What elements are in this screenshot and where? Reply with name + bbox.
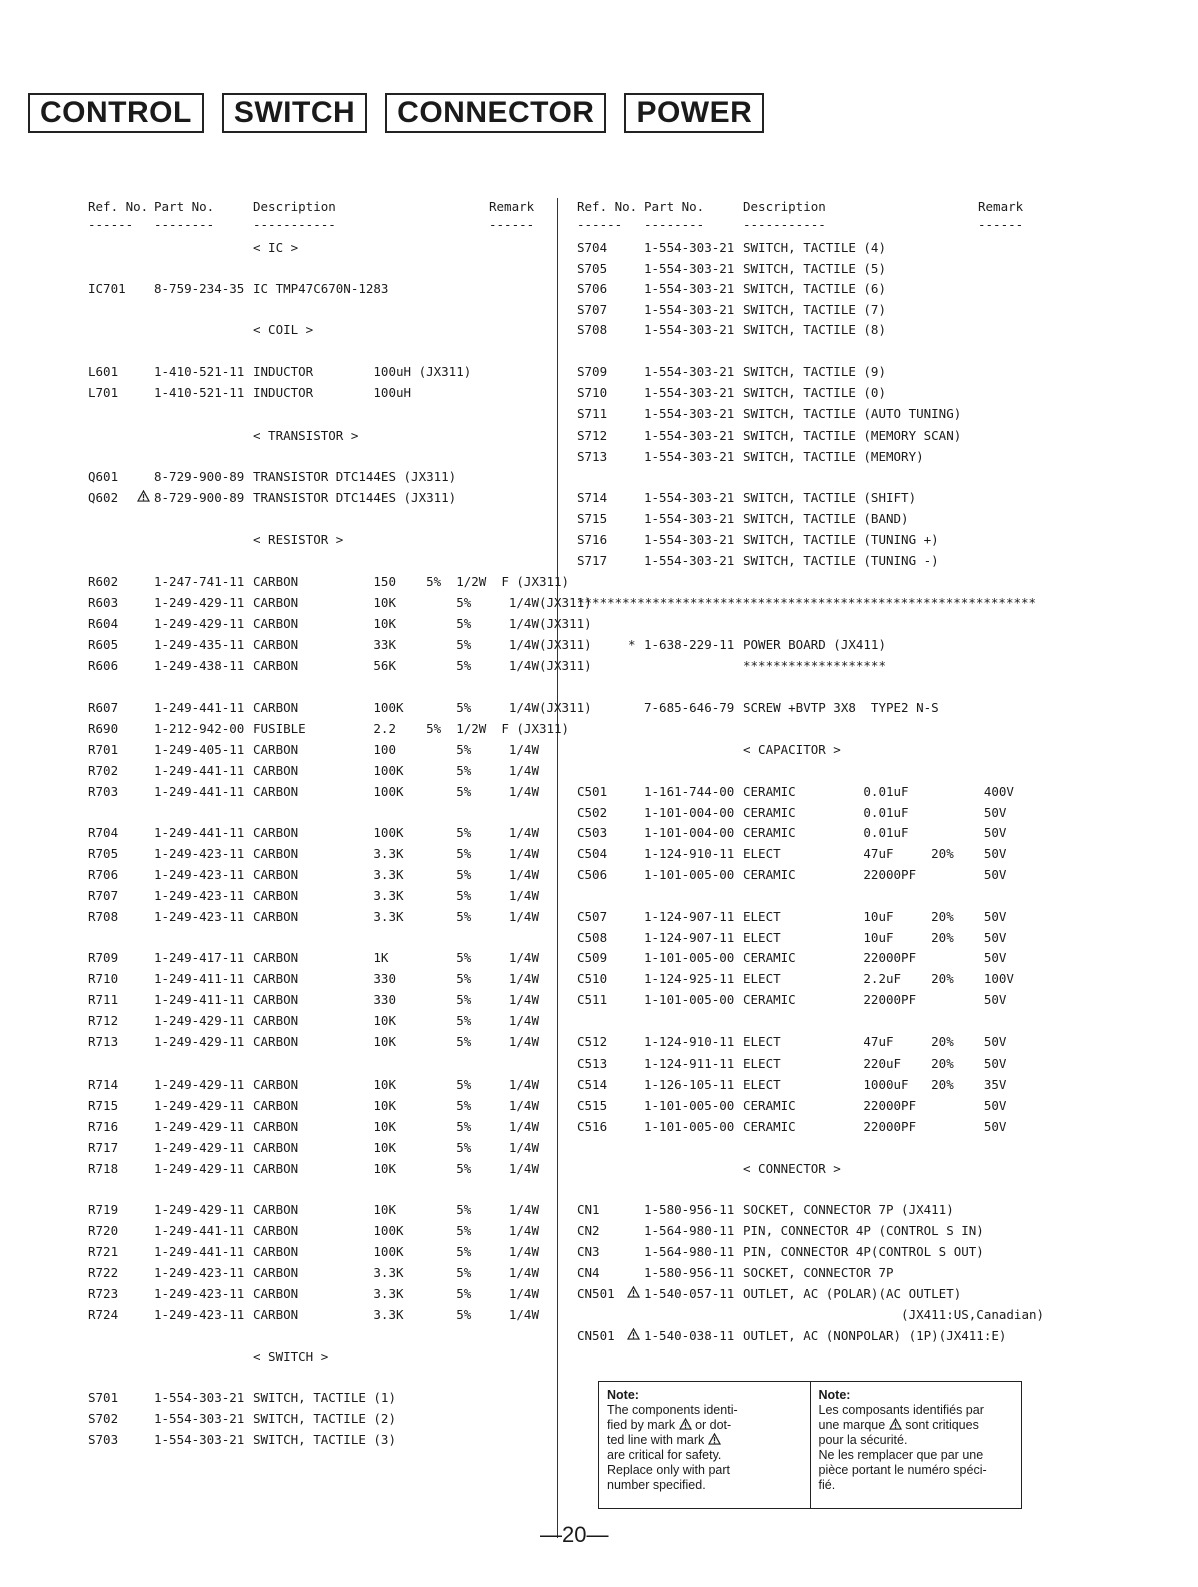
section-heading: < TRANSISTOR > bbox=[253, 428, 359, 443]
part-number: 1-124-911-11 bbox=[644, 1056, 735, 1071]
part-description: CARBON 3.3K 5% 1/4W bbox=[253, 888, 539, 903]
part-number: 1-249-423-11 bbox=[154, 1307, 245, 1322]
part-number: 1-638-229-11 bbox=[644, 637, 735, 652]
part-number: 1-554-303-21 bbox=[644, 261, 735, 276]
ref-number: R705 bbox=[88, 846, 119, 861]
left-header-ref: Ref. No. bbox=[88, 199, 149, 214]
left-header-desc: Description bbox=[253, 199, 336, 214]
ref-number: R711 bbox=[88, 992, 119, 1007]
note-french bbox=[810, 1382, 1022, 1508]
warning-triangle-icon bbox=[889, 1418, 902, 1430]
ref-number: S703 bbox=[88, 1432, 119, 1447]
ref-number: C513 bbox=[577, 1056, 608, 1071]
part-number: 1-540-057-11 bbox=[644, 1286, 735, 1301]
part-description: SWITCH, TACTILE (BAND) bbox=[743, 511, 909, 526]
part-description: OUTLET, AC (POLAR)(AC OUTLET) bbox=[743, 1286, 962, 1301]
ref-number: C508 bbox=[577, 930, 608, 945]
part-number: 1-101-005-00 bbox=[644, 950, 735, 965]
ref-number: S716 bbox=[577, 532, 608, 547]
ref-number: S713 bbox=[577, 449, 608, 464]
note-english-line bbox=[607, 1418, 802, 1433]
part-number: 1-124-910-11 bbox=[644, 846, 735, 861]
ref-number: R707 bbox=[88, 888, 119, 903]
part-description: CARBON 10K 5% 1/4W bbox=[253, 1098, 539, 1113]
part-number: 1-554-303-21 bbox=[644, 302, 735, 317]
part-number: 1-554-303-21 bbox=[644, 553, 735, 568]
part-number: 1-249-417-11 bbox=[154, 950, 245, 965]
part-description: CARBON 10K 5% 1/4W bbox=[253, 1077, 539, 1092]
part-number: 1-249-429-11 bbox=[154, 1013, 245, 1028]
part-number: 1-249-423-11 bbox=[154, 909, 245, 924]
part-description: CARBON 3.3K 5% 1/4W bbox=[253, 1265, 539, 1280]
part-description: ELECT 1000uF 20% 35V bbox=[743, 1077, 1007, 1092]
ref-number: L601 bbox=[88, 364, 119, 379]
part-description: ELECT 220uF 20% 50V bbox=[743, 1056, 1007, 1071]
part-description: SWITCH, TACTILE (0) bbox=[743, 385, 886, 400]
ref-number: CN3 bbox=[577, 1244, 600, 1259]
tab-power: POWER bbox=[624, 93, 764, 133]
ref-number: S715 bbox=[577, 511, 608, 526]
part-number: 1-249-441-11 bbox=[154, 825, 245, 840]
part-description: SWITCH, TACTILE (MEMORY SCAN) bbox=[743, 428, 962, 443]
ref-number: R723 bbox=[88, 1286, 119, 1301]
ref-number: S714 bbox=[577, 490, 608, 505]
note-text: ted line with mark bbox=[607, 1433, 705, 1447]
part-description: CERAMIC 22000PF 50V bbox=[743, 1098, 1007, 1113]
ref-number: R603 bbox=[88, 595, 119, 610]
right-header-ref: Ref. No. bbox=[577, 199, 638, 214]
right-header-dash-part: -------- bbox=[644, 217, 705, 232]
part-number: 8-729-900-89 bbox=[154, 490, 245, 505]
part-number: 1-564-980-11 bbox=[644, 1244, 735, 1259]
part-number: 1-249-429-11 bbox=[154, 595, 245, 610]
part-number: 1-249-441-11 bbox=[154, 1223, 245, 1238]
section-heading: < RESISTOR > bbox=[253, 532, 344, 547]
part-number: 1-564-980-11 bbox=[644, 1223, 735, 1238]
ref-number: C503 bbox=[577, 825, 608, 840]
part-number: 1-249-405-11 bbox=[154, 742, 245, 757]
part-description: CERAMIC 0.01uF 50V bbox=[743, 825, 1007, 840]
part-description: CARBON 10K 5% 1/4W bbox=[253, 1013, 539, 1028]
part-description: TRANSISTOR DTC144ES (JX311) bbox=[253, 490, 457, 505]
part-number: 1-554-303-21 bbox=[644, 511, 735, 526]
tab-connector: CONNECTOR bbox=[385, 93, 606, 133]
ref-number: CN501 bbox=[577, 1286, 615, 1301]
part-number: 1-554-303-21 bbox=[644, 281, 735, 296]
part-number: 1-101-005-00 bbox=[644, 867, 735, 882]
ref-number: R703 bbox=[88, 784, 119, 799]
ref-number: CN2 bbox=[577, 1223, 600, 1238]
warning-triangle-icon bbox=[708, 1433, 721, 1445]
ref-number: R710 bbox=[88, 971, 119, 986]
part-description: CARBON 10K 5% 1/4W bbox=[253, 1140, 539, 1155]
right-header-dash-ref: ------ bbox=[577, 217, 623, 232]
ref-number: R605 bbox=[88, 637, 119, 652]
ref-number: R712 bbox=[88, 1013, 119, 1028]
ref-number: S717 bbox=[577, 553, 608, 568]
part-description: CARBON 100K 5% 1/4W bbox=[253, 784, 539, 799]
part-number: 1-249-429-11 bbox=[154, 1119, 245, 1134]
part-number: 1-249-438-11 bbox=[154, 658, 245, 673]
tab-control: CONTROL bbox=[28, 93, 204, 133]
section-heading: < SWITCH > bbox=[253, 1349, 329, 1364]
ref-number: IC701 bbox=[88, 281, 126, 296]
part-description: ******************* bbox=[743, 658, 886, 673]
safety-note-box bbox=[598, 1381, 1022, 1509]
ref-number: R690 bbox=[88, 721, 119, 736]
part-number: 1-249-429-11 bbox=[154, 1140, 245, 1155]
note-french-line: fié. bbox=[818, 1478, 836, 1492]
part-description: CERAMIC 0.01uF 50V bbox=[743, 805, 1007, 820]
part-description: SOCKET, CONNECTOR 7P (JX411) bbox=[743, 1202, 954, 1217]
ref-number: R709 bbox=[88, 950, 119, 965]
part-description: CARBON 56K 5% 1/4W(JX311) bbox=[253, 658, 592, 673]
part-description: CARBON 10K 5% 1/4W bbox=[253, 1161, 539, 1176]
part-description: ELECT 47uF 20% 50V bbox=[743, 1034, 1007, 1049]
ref-number: C514 bbox=[577, 1077, 608, 1092]
part-number: 1-554-303-21 bbox=[644, 449, 735, 464]
ref-number: R724 bbox=[88, 1307, 119, 1322]
part-number: 1-126-105-11 bbox=[644, 1077, 735, 1092]
warning-triangle-icon bbox=[627, 1328, 640, 1340]
part-description: SWITCH, TACTILE (TUNING -) bbox=[743, 553, 939, 568]
part-description: CARBON 100K 5% 1/4W bbox=[253, 825, 539, 840]
part-description: ELECT 47uF 20% 50V bbox=[743, 846, 1007, 861]
note-french-line bbox=[819, 1418, 1014, 1433]
part-number: 1-249-423-11 bbox=[154, 1286, 245, 1301]
part-number: 1-249-429-11 bbox=[154, 616, 245, 631]
note-text: sont critiques bbox=[905, 1418, 979, 1432]
ref-number: S707 bbox=[577, 302, 608, 317]
ref-number: S712 bbox=[577, 428, 608, 443]
ref-number: R607 bbox=[88, 700, 119, 715]
ref-number: R713 bbox=[88, 1034, 119, 1049]
part-description: CERAMIC 22000PF 50V bbox=[743, 992, 1007, 1007]
warning-triangle-icon bbox=[627, 1286, 640, 1298]
part-description: CARBON 100K 5% 1/4W bbox=[253, 1244, 539, 1259]
part-number: 1-249-429-11 bbox=[154, 1202, 245, 1217]
part-number: 1-212-942-00 bbox=[154, 721, 245, 736]
part-description: CARBON 10K 5% 1/4W bbox=[253, 1119, 539, 1134]
part-number: 1-580-956-11 bbox=[644, 1265, 735, 1280]
section-heading: < CAPACITOR > bbox=[743, 742, 841, 757]
part-number: 1-249-429-11 bbox=[154, 1161, 245, 1176]
ref-number: S701 bbox=[88, 1390, 119, 1405]
part-number: 1-249-411-11 bbox=[154, 971, 245, 986]
note-english-line: number specified. bbox=[607, 1478, 706, 1492]
ref-number: S706 bbox=[577, 281, 608, 296]
part-number: 1-249-423-11 bbox=[154, 1265, 245, 1280]
part-number: 1-554-303-21 bbox=[644, 240, 735, 255]
left-header-dash-part: -------- bbox=[154, 217, 215, 232]
section-heading: < COIL > bbox=[253, 322, 314, 337]
part-description: CARBON 150 5% 1/2W F (JX311) bbox=[253, 574, 570, 589]
part-number: 1-249-441-11 bbox=[154, 763, 245, 778]
part-description: CARBON 33K 5% 1/4W(JX311) bbox=[253, 637, 592, 652]
part-number: 1-101-004-00 bbox=[644, 805, 735, 820]
ref-number: R706 bbox=[88, 867, 119, 882]
part-description: (JX411:US,Canadian) bbox=[743, 1307, 1045, 1322]
part-description: SWITCH, TACTILE (SHIFT) bbox=[743, 490, 917, 505]
star-marker: * bbox=[628, 637, 636, 652]
column-divider bbox=[557, 198, 558, 1538]
part-description: CERAMIC 0.01uF 400V bbox=[743, 784, 1014, 799]
note-text: fied by mark bbox=[607, 1418, 676, 1432]
ref-number: R719 bbox=[88, 1202, 119, 1217]
ref-number: C509 bbox=[577, 950, 608, 965]
part-description: CARBON 100 5% 1/4W bbox=[253, 742, 539, 757]
ref-number: R715 bbox=[88, 1098, 119, 1113]
part-number: 1-554-303-21 bbox=[644, 364, 735, 379]
page-number: —20— bbox=[540, 1522, 609, 1547]
ref-number: C502 bbox=[577, 805, 608, 820]
part-description: SWITCH, TACTILE (AUTO TUNING) bbox=[743, 406, 962, 421]
part-number: 1-249-441-11 bbox=[154, 1244, 245, 1259]
part-description: IC TMP47C670N-1283 bbox=[253, 281, 389, 296]
part-description: CARBON 3.3K 5% 1/4W bbox=[253, 846, 539, 861]
ref-number: Q601 bbox=[88, 469, 119, 484]
ref-number: CN1 bbox=[577, 1202, 600, 1217]
ref-number: C511 bbox=[577, 992, 608, 1007]
note-english-title: Note: bbox=[607, 1388, 639, 1402]
part-number: 1-554-303-21 bbox=[154, 1432, 245, 1447]
part-description: CARBON 330 5% 1/4W bbox=[253, 992, 539, 1007]
part-number: 1-247-741-11 bbox=[154, 574, 245, 589]
left-header-dash-desc: ----------- bbox=[253, 217, 336, 232]
left-header-dash-remark: ------ bbox=[489, 217, 535, 232]
warning-triangle-icon bbox=[679, 1418, 692, 1430]
ref-number: C504 bbox=[577, 846, 608, 861]
ref-number: S711 bbox=[577, 406, 608, 421]
part-number: 1-249-429-11 bbox=[154, 1034, 245, 1049]
ref-number: L701 bbox=[88, 385, 119, 400]
part-description: SWITCH, TACTILE (1) bbox=[253, 1390, 396, 1405]
note-english-line: Replace only with part bbox=[607, 1463, 730, 1477]
part-description: CARBON 1K 5% 1/4W bbox=[253, 950, 539, 965]
ref-number: R606 bbox=[88, 658, 119, 673]
note-english-line: The components identi- bbox=[607, 1403, 738, 1417]
part-number: 1-249-423-11 bbox=[154, 867, 245, 882]
part-description: PIN, CONNECTOR 4P (CONTROL S IN) bbox=[743, 1223, 984, 1238]
part-description: SWITCH, TACTILE (2) bbox=[253, 1411, 396, 1426]
ref-number: CN4 bbox=[577, 1265, 600, 1280]
note-french-title: Note: bbox=[818, 1388, 851, 1402]
ref-number: R602 bbox=[88, 574, 119, 589]
part-number: 1-249-429-11 bbox=[154, 1098, 245, 1113]
ref-number: R701 bbox=[88, 742, 119, 757]
part-number: 1-161-744-00 bbox=[644, 784, 735, 799]
ref-number: S710 bbox=[577, 385, 608, 400]
part-description: TRANSISTOR DTC144ES (JX311) bbox=[253, 469, 457, 484]
note-text: or dot- bbox=[695, 1418, 732, 1432]
ref-number: CN501 bbox=[577, 1328, 615, 1343]
part-number: 1-124-910-11 bbox=[644, 1034, 735, 1049]
part-description: CARBON 100K 5% 1/4W bbox=[253, 1223, 539, 1238]
part-number: 1-554-303-21 bbox=[644, 322, 735, 337]
note-english-line: are critical for safety. bbox=[607, 1448, 722, 1462]
part-description: CARBON 100K 5% 1/4W(JX311) bbox=[253, 700, 592, 715]
ref-number: R717 bbox=[88, 1140, 119, 1155]
part-description: CERAMIC 22000PF 50V bbox=[743, 867, 1007, 882]
ref-number: R722 bbox=[88, 1265, 119, 1280]
part-description: CARBON 3.3K 5% 1/4W bbox=[253, 909, 539, 924]
part-number: 1-249-441-11 bbox=[154, 700, 245, 715]
note-english bbox=[599, 1382, 810, 1508]
part-description: SWITCH, TACTILE (3) bbox=[253, 1432, 396, 1447]
part-number: 1-554-303-21 bbox=[154, 1390, 245, 1405]
part-description: CARBON 10K 5% 1/4W bbox=[253, 1202, 539, 1217]
ref-number: C501 bbox=[577, 784, 608, 799]
part-number: 1-249-423-11 bbox=[154, 846, 245, 861]
ref-number: R702 bbox=[88, 763, 119, 778]
separator-line: ************************************************************* bbox=[577, 595, 1037, 610]
part-description: CERAMIC 22000PF 50V bbox=[743, 950, 1007, 965]
ref-number: C510 bbox=[577, 971, 608, 986]
right-header-dash-desc: ----------- bbox=[743, 217, 826, 232]
part-number: 1-249-435-11 bbox=[154, 637, 245, 652]
ref-number: S708 bbox=[577, 322, 608, 337]
part-description: SWITCH, TACTILE (4) bbox=[743, 240, 886, 255]
part-description: PIN, CONNECTOR 4P(CONTROL S OUT) bbox=[743, 1244, 984, 1259]
section-tabs bbox=[28, 93, 764, 133]
right-header-dash-remark: ------ bbox=[978, 217, 1024, 232]
part-description: CARBON 10K 5% 1/4W(JX311) bbox=[253, 595, 592, 610]
part-number: 1-540-038-11 bbox=[644, 1328, 735, 1343]
left-header-remark: Remark bbox=[489, 199, 535, 214]
part-number: 1-249-423-11 bbox=[154, 888, 245, 903]
part-number: 1-101-005-00 bbox=[644, 1098, 735, 1113]
part-number: 1-554-303-21 bbox=[644, 385, 735, 400]
part-number: 1-124-907-11 bbox=[644, 909, 735, 924]
ref-number: S704 bbox=[577, 240, 608, 255]
ref-number: C515 bbox=[577, 1098, 608, 1113]
part-number: 1-249-441-11 bbox=[154, 784, 245, 799]
warning-triangle-icon bbox=[137, 490, 150, 502]
left-header-dash-ref: ------ bbox=[88, 217, 134, 232]
part-description: ELECT 10uF 20% 50V bbox=[743, 909, 1007, 924]
note-french-line: Ne les remplacer que par une bbox=[818, 1448, 984, 1462]
part-number: 1-410-521-11 bbox=[154, 364, 245, 379]
part-number: 1-554-303-21 bbox=[644, 532, 735, 547]
ref-number: S709 bbox=[577, 364, 608, 379]
part-description: CERAMIC 22000PF 50V bbox=[743, 1119, 1007, 1134]
note-french-line: Les composants identifiés par bbox=[818, 1403, 984, 1417]
ref-number: R604 bbox=[88, 616, 119, 631]
section-heading: < IC > bbox=[253, 240, 299, 255]
ref-number: S702 bbox=[88, 1411, 119, 1426]
ref-number: R714 bbox=[88, 1077, 119, 1092]
part-description: ELECT 10uF 20% 50V bbox=[743, 930, 1007, 945]
part-description: ELECT 2.2uF 20% 100V bbox=[743, 971, 1014, 986]
left-header-part: Part No. bbox=[154, 199, 215, 214]
ref-number: R716 bbox=[88, 1119, 119, 1134]
part-number: 1-101-005-00 bbox=[644, 1119, 735, 1134]
part-number: 1-249-429-11 bbox=[154, 1077, 245, 1092]
part-description: SWITCH, TACTILE (5) bbox=[743, 261, 886, 276]
part-number: 1-554-303-21 bbox=[644, 428, 735, 443]
part-number: 1-554-303-21 bbox=[644, 406, 735, 421]
note-english-line bbox=[607, 1433, 802, 1448]
note-french-line: pour la sécurité. bbox=[818, 1433, 908, 1447]
part-description: SWITCH, TACTILE (7) bbox=[743, 302, 886, 317]
ref-number: C516 bbox=[577, 1119, 608, 1134]
part-number: 1-101-005-00 bbox=[644, 992, 735, 1007]
part-description: CARBON 330 5% 1/4W bbox=[253, 971, 539, 986]
ref-number: C506 bbox=[577, 867, 608, 882]
part-number: 8-759-234-35 bbox=[154, 281, 245, 296]
part-description: CARBON 3.3K 5% 1/4W bbox=[253, 1286, 539, 1301]
part-number: 7-685-646-79 bbox=[644, 700, 735, 715]
part-description: SWITCH, TACTILE (8) bbox=[743, 322, 886, 337]
part-description: SWITCH, TACTILE (MEMORY) bbox=[743, 449, 924, 464]
part-description: CARBON 10K 5% 1/4W bbox=[253, 1034, 539, 1049]
part-number: 1-124-907-11 bbox=[644, 930, 735, 945]
part-description: SWITCH, TACTILE (6) bbox=[743, 281, 886, 296]
part-description: SWITCH, TACTILE (TUNING +) bbox=[743, 532, 939, 547]
part-number: 1-249-411-11 bbox=[154, 992, 245, 1007]
ref-number: C512 bbox=[577, 1034, 608, 1049]
part-number: 1-410-521-11 bbox=[154, 385, 245, 400]
right-header-remark: Remark bbox=[978, 199, 1024, 214]
part-number: 8-729-900-89 bbox=[154, 469, 245, 484]
part-description: CARBON 3.3K 5% 1/4W bbox=[253, 867, 539, 882]
part-description: SOCKET, CONNECTOR 7P bbox=[743, 1265, 894, 1280]
tab-switch: SWITCH bbox=[222, 93, 367, 133]
ref-number: R720 bbox=[88, 1223, 119, 1238]
part-description: INDUCTOR 100uH bbox=[253, 385, 412, 400]
ref-number: R704 bbox=[88, 825, 119, 840]
part-description: POWER BOARD (JX411) bbox=[743, 637, 886, 652]
part-number: 1-554-303-21 bbox=[644, 490, 735, 505]
ref-number: R721 bbox=[88, 1244, 119, 1259]
part-description: INDUCTOR 100uH (JX311) bbox=[253, 364, 472, 379]
part-description: OUTLET, AC (NONPOLAR) (1P)(JX411:E) bbox=[743, 1328, 1007, 1343]
part-description: CARBON 100K 5% 1/4W bbox=[253, 763, 539, 778]
part-description: FUSIBLE 2.2 5% 1/2W F (JX311) bbox=[253, 721, 570, 736]
right-header-desc: Description bbox=[743, 199, 826, 214]
section-heading: < CONNECTOR > bbox=[743, 1161, 841, 1176]
ref-number: R718 bbox=[88, 1161, 119, 1176]
part-number: 1-101-004-00 bbox=[644, 825, 735, 840]
ref-number: Q602 bbox=[88, 490, 119, 505]
part-description: SWITCH, TACTILE (9) bbox=[743, 364, 886, 379]
ref-number: C507 bbox=[577, 909, 608, 924]
part-number: 1-124-925-11 bbox=[644, 971, 735, 986]
part-description: CARBON 3.3K 5% 1/4W bbox=[253, 1307, 539, 1322]
part-number: 1-554-303-21 bbox=[154, 1411, 245, 1426]
part-description: CARBON 10K 5% 1/4W(JX311) bbox=[253, 616, 592, 631]
part-description: SCREW +BVTP 3X8 TYPE2 N-S bbox=[743, 700, 939, 715]
right-header-part: Part No. bbox=[644, 199, 705, 214]
ref-number: S705 bbox=[577, 261, 608, 276]
part-number: 1-580-956-11 bbox=[644, 1202, 735, 1217]
ref-number: R708 bbox=[88, 909, 119, 924]
note-text: une marque bbox=[818, 1418, 886, 1432]
note-french-line: pièce portant le numéro spéci- bbox=[818, 1463, 987, 1477]
